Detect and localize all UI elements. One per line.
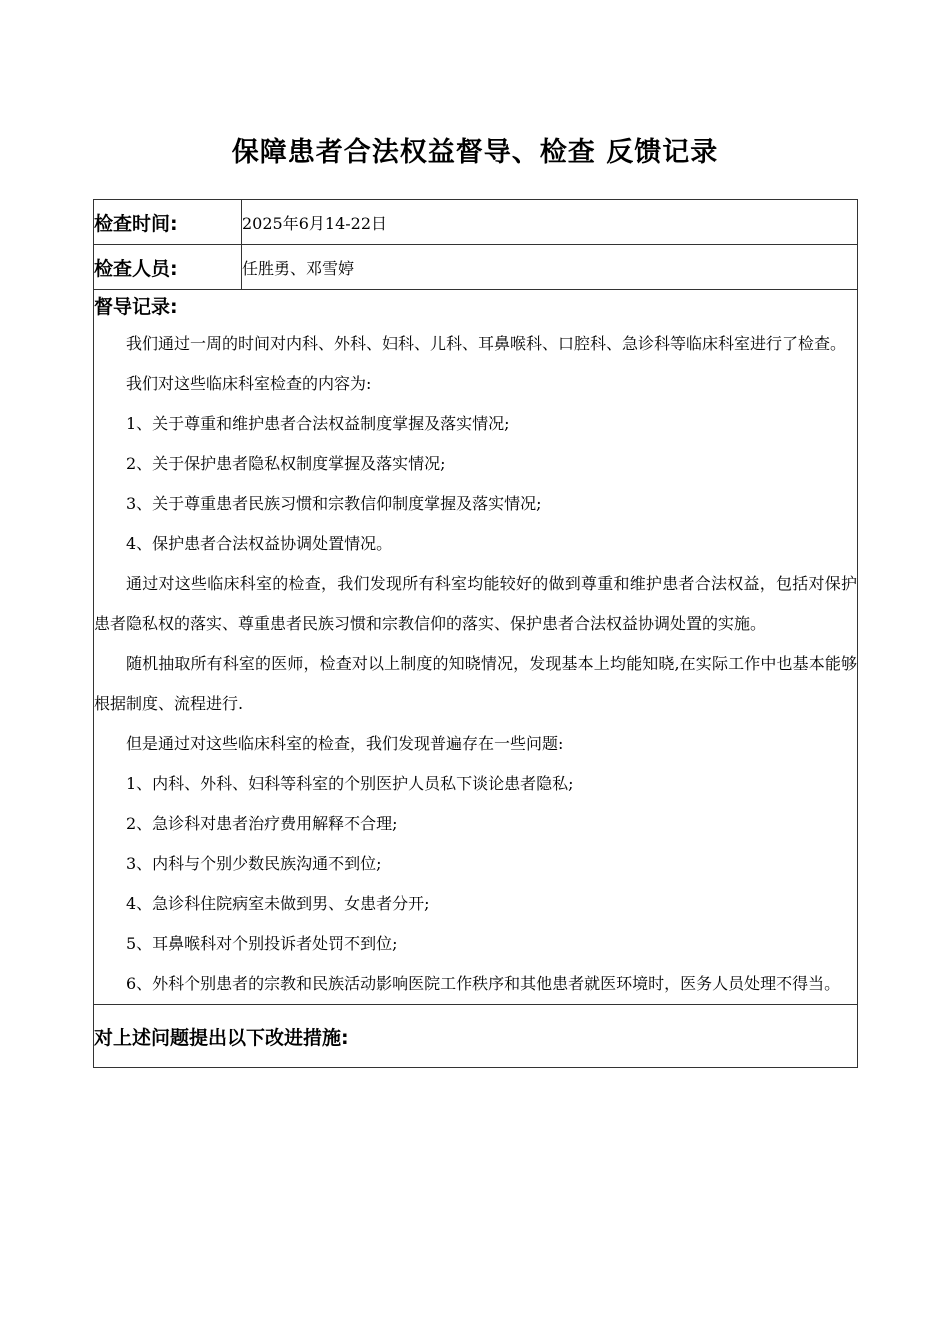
- list-item: 1、关于尊重和维护患者合法权益制度掌握及落实情况;: [126, 414, 510, 433]
- paragraph: 但是通过对这些临床科室的检查，我们发现普遍存在一些问题:: [126, 734, 564, 753]
- paragraph: 我们通过一周的时间对内科、外科、妇科、儿科、耳鼻喉科、口腔科、急诊科等临床科室进行了检查。: [126, 334, 847, 353]
- supervision-cell: [94, 290, 858, 1005]
- supervision-heading: 督导记录:: [94, 296, 178, 318]
- list-item: 4、急诊科住院病室未做到男、女患者分开;: [126, 894, 430, 913]
- document-title: 保障患者合法权益督导、检查 反馈记录: [231, 137, 719, 168]
- list-item: 3、关于尊重患者民族习惯和宗教信仰制度掌握及落实情况;: [126, 494, 542, 513]
- list-item: 2、急诊科对患者治疗费用解释不合理;: [126, 814, 398, 833]
- record-table: [93, 199, 858, 1068]
- paragraph: 通过对这些临床科室的检查，我们发现所有科室均能较好的做到尊重和维护患者合法权益，包括对保护患者隐私权的落实、尊重患者民族习惯和宗教信仰的落实、保护患者合法权益协调处置的实施。: [94, 574, 857, 633]
- check-time-row: [94, 200, 858, 245]
- improvement-row: [94, 1005, 858, 1068]
- supervision-row: [94, 290, 858, 1005]
- list-item: 2、关于保护患者隐私权制度掌握及落实情况;: [126, 454, 446, 473]
- paragraph: 随机抽取所有科室的医师，检查对以上制度的知晓情况，发现基本上均能知晓,在实际工作中也基本能够根据制度、流程进行.: [94, 654, 857, 713]
- list-item: 3、内科与个别少数民族沟通不到位;: [126, 854, 382, 873]
- list-item: 5、耳鼻喉科对个别投诉者处罚不到位;: [126, 934, 398, 953]
- list-item: 6、外科个别患者的宗教和民族活动影响医院工作秩序和其他患者就医环境时，医务人员处理不得当。: [126, 974, 841, 993]
- improvement-heading: 对上述问题提出以下改进措施:: [94, 1005, 858, 1068]
- inspectors-label: 检查人员:: [94, 245, 242, 290]
- check-time-value: 2025年6月14-22日: [242, 200, 858, 245]
- list-item: 1、内科、外科、妇科等科室的个别医护人员私下谈论患者隐私;: [126, 774, 574, 793]
- paragraph: 我们对这些临床科室检查的内容为:: [126, 374, 372, 393]
- list-item: 4、保护患者合法权益协调处置情况。: [126, 534, 393, 553]
- inspectors-row: [94, 245, 858, 290]
- check-time-label: 检查时间:: [94, 200, 242, 245]
- inspectors-value: 任胜勇、邓雪婷: [242, 245, 858, 290]
